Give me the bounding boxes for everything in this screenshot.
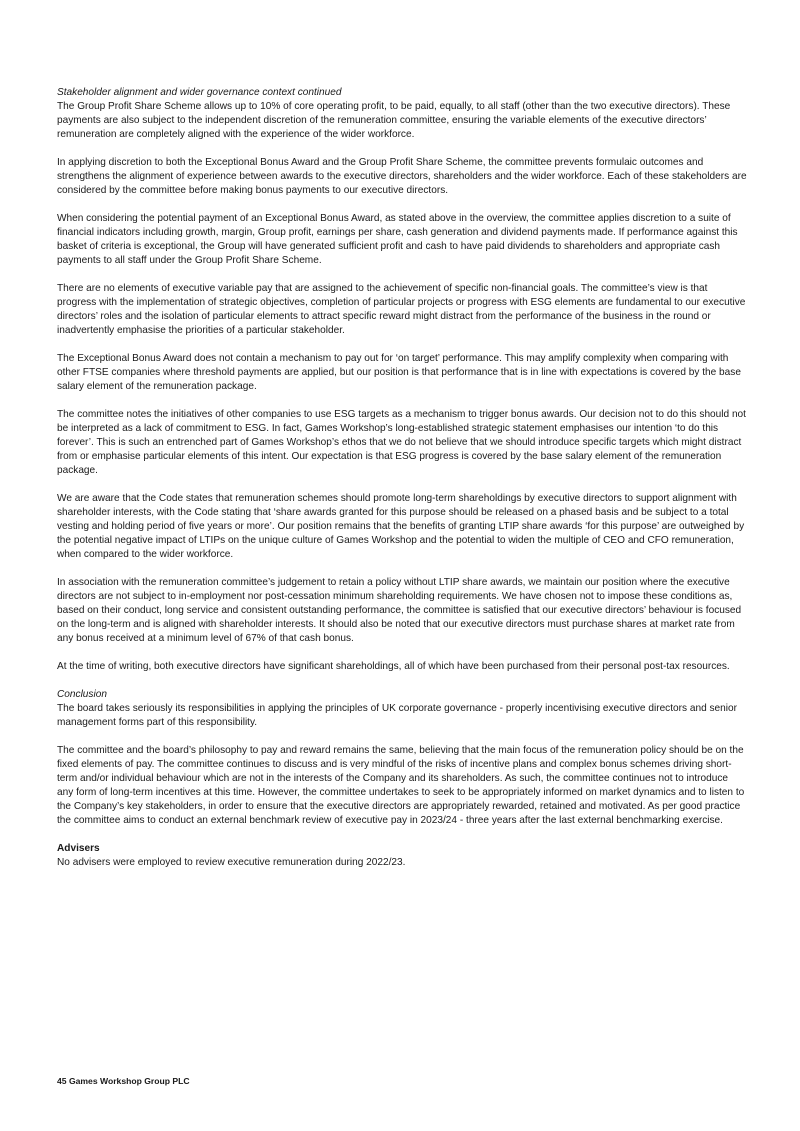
- body-paragraph: In association with the remuneration committee’s judgement to retain a policy without LTIP share awards, we maintain our position where the executive directors are not subject to in-employment nor post-cessation minimum shareholding requirements. We have chosen not to impose these conditions as, based on their conduct, long service and consistent outstanding performance, the committee is satisfied that our executive directors’ behaviour is focused on the long-term and is aligned with shareholder interests. It should also be noted that our executive directors must purchase shares at market rate from any bonus received at a minimum level of 67% of that cash bonus.: [57, 577, 742, 644]
- conclusion-section: [57, 688, 747, 730]
- body-paragraph: No advisers were employed to review executive remuneration during 2022/23.: [57, 857, 406, 868]
- advisers-section: [57, 842, 747, 870]
- page-footer: 45 Games Workshop Group PLC: [57, 1076, 190, 1086]
- stakeholder-section-heading: Stakeholder alignment and wider governance context continued: [57, 87, 342, 98]
- body-paragraph: We are aware that the Code states that remuneration schemes should promote long-term shareholdings by executive directors to support alignment with shareholder interests, with the Code stating that ‘share awards granted for this purpose should be released on a phased basis and be subject to a total vesting and holding period of five years or more’. Our position remains that the benefits of granting LTIP share awards ‘for this purpose’ are outweighed by the potential negative impact of LTIPs on the unique culture of Games Workshop and the potential to widen the multiple of CEO and CFO remuneration, when compared to the wider workforce.: [57, 493, 745, 560]
- stakeholder-section-para-1: [57, 86, 747, 142]
- body-paragraph: In applying discretion to both the Exceptional Bonus Award and the Group Profit Share Scheme, the committee prevents formulaic outcomes and strengthens the alignment of experience between awards to the executive directors, shareholders and the wider workforce. Each of these stakeholders are considered by the committee before making bonus payments to our executive directors.: [57, 157, 747, 196]
- body-paragraph: There are no elements of executive variable pay that are assigned to the achievement of specific non-financial goals. The committee’s view is that progress with the implementation of strategic objectives, completion of particular projects or progress with ESG elements are fundamental to our executive directors’ roles and the isolation of particular elements to attract specific reward might distract from the performance of the business in the round or inadvertently emphasise the priorities of a particular stakeholder.: [57, 283, 746, 336]
- document-body: [57, 86, 747, 884]
- body-paragraph: The committee and the board’s philosophy to pay and reward remains the same, believing that the main focus of the remuneration policy should be on the fixed elements of pay. The committee continues to discuss and is very mindful of the risks of incentive plans and complex bonus schemes driving short-term and/or individual behaviour which are not in the interests of the Company and its shareholders. As such, the committee continues not to introduce any form of long-term incentives at this time. However, the committee undertakes to seek to be appropriately informed on market dynamics and to listen to the Company’s key stakeholders, in order to ensure that the executive directors are appropriately rewarded, retained and motivated. As per good practice the committee aims to conduct an external benchmark review of executive pay in 2023/24 - three years after the last external benchmarking exercise.: [57, 745, 745, 826]
- body-paragraph: The committee notes the initiatives of other companies to use ESG targets as a mechanism to trigger bonus awards. Our decision not to do this should not be interpreted as a lack of commitment to ESG. In fact, Games Workshop’s long-established strategic statement emphasises our intention ‘to do this forever’. This is such an entrenched part of Games Workshop’s ethos that we do not believe that we should introduce specific targets which might distract from or emphasise particular elements of this intent. Our expectation is that ESG progress is covered by the base salary element of the remuneration package.: [57, 409, 746, 476]
- advisers-heading: Advisers: [57, 843, 100, 854]
- body-paragraph: The board takes seriously its responsibilities in applying the principles of UK corporate governance - properly incentivising executive directors and senior management forms part of this responsibility.: [57, 703, 737, 728]
- body-paragraph: The Exceptional Bonus Award does not contain a mechanism to pay out for ‘on target’ performance. This may amplify complexity when comparing with other FTSE companies where threshold payments are applied, but our position is that performance that is in line with expectations is covered by the base salary element of the remuneration package.: [57, 353, 741, 392]
- body-paragraph: The Group Profit Share Scheme allows up to 10% of core operating profit, to be paid, equally, to all staff (other than the two executive directors). These payments are also subject to the independent discretion of the remuneration committee, ensuring the variable elements of the executive directors’ remuneration are completely aligned with the experience of the wider workforce.: [57, 101, 731, 140]
- conclusion-heading: Conclusion: [57, 689, 107, 700]
- body-paragraph: When considering the potential payment of an Exceptional Bonus Award, as stated above in the overview, the committee applies discretion to a suite of financial indicators including growth, margin, Group profit, earnings per share, cash generation and dividend payments made. If performance against this basket of criteria is exceptional, the Group will have generated sufficient profit and cash to have paid dividends to shareholders and appropriate cash payments to all staff under the Group Profit Share Scheme.: [57, 213, 738, 266]
- body-paragraph: At the time of writing, both executive directors have significant shareholdings, all of which have been purchased from their personal post-tax resources.: [57, 661, 730, 672]
